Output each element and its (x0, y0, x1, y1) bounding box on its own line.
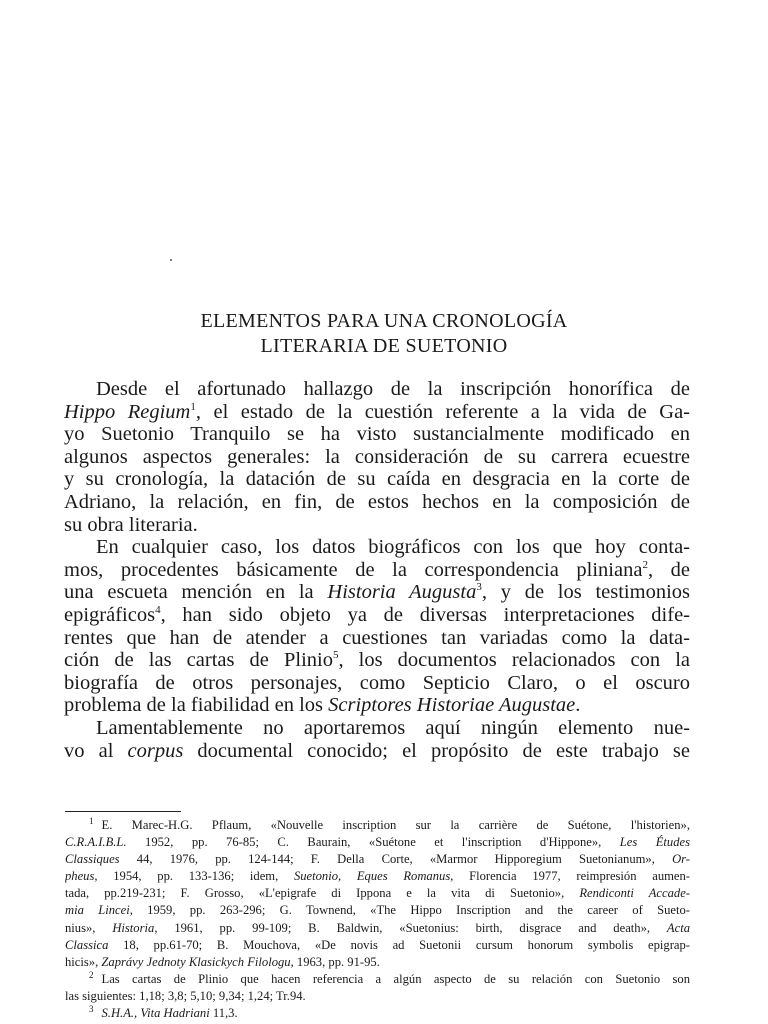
text-line (64, 672, 690, 695)
text-line (64, 604, 690, 627)
text-run: , 1959, pp. 263-296; G. Townend, «The Hippo Inscription and the career of Sueto- (129, 903, 690, 918)
footnote-ref: 2 (642, 558, 648, 571)
text-line (64, 378, 690, 401)
text-line (64, 423, 690, 446)
footnote-ref: 1 (190, 400, 196, 413)
text-run: Desde el afortunado hallazgo de la inscripción honorífica de (96, 378, 690, 400)
text-run: hicis», (65, 954, 102, 969)
text-line (65, 971, 690, 988)
italic-run: Acta (666, 920, 690, 935)
text-line (64, 717, 690, 740)
text-line (64, 559, 690, 582)
text-run: , los documentos relacionados con la (338, 649, 690, 672)
italic-run: C.R.A.I.B.L. (65, 835, 127, 850)
text-run: , 1963, pp. 91-95. (290, 954, 380, 969)
text-run: biografía de otros personajes, como Septicio Claro, o el oscuro (64, 671, 690, 694)
text-run: algunos aspectos generales: la consideración de su carrera ecuestre (64, 445, 690, 468)
text-line (65, 851, 690, 868)
text-run: . (575, 694, 581, 717)
text-run: documental conocido; el propósito de este trabajo se (183, 739, 690, 762)
title-line-1: ELEMENTOS PARA UNA CRONOLOGÍA (200, 310, 568, 332)
paragraph-3 (64, 717, 690, 762)
text-run: 11,3. (209, 1006, 238, 1021)
text-line (65, 920, 690, 937)
footnote-number: 3 (89, 1005, 94, 1015)
text-line (65, 885, 690, 902)
italic-run: Scriptores Historiae Augustae (328, 694, 576, 717)
text-line (65, 868, 690, 885)
text-run: 18, pp.61-70; B. Mouchova, «De novis ad Suetonii cursum honorum symbolis epigrap- (108, 937, 690, 952)
text-run: , el estado de la cuestión referente a la vida de Ga- (195, 400, 690, 423)
text-run: , y de los testimonios (481, 581, 690, 604)
footnotes (65, 817, 690, 1022)
footnote-ref: 4 (155, 603, 161, 616)
text-run: Adriano, la relación, en fin, de estos hechos en la composición de (64, 490, 690, 513)
text-run: , han sido objeto ya de diversas interpretaciones dife- (160, 603, 690, 626)
text-run: Las cartas de Plinio que hacen referencia a algún aspecto de su relación con Suetonio son (101, 971, 690, 986)
text-line (64, 446, 690, 469)
text-line (65, 988, 690, 1005)
text-run: E. Marec-H.G. Pflaum, «Nouvelle inscription sur la carrière de Suétone, l'historien», (101, 818, 690, 832)
text-line (64, 468, 690, 491)
text-line (64, 694, 690, 717)
italic-run: pheus (65, 869, 95, 884)
text-run: mos, procedentes básicamente de la correspondencia pliniana (64, 558, 643, 581)
italic-run: Historia Augusta (327, 581, 477, 604)
article-body (64, 378, 690, 762)
text-run: ción de las cartas de Plinio (64, 649, 333, 672)
footnote-number: 1 (89, 817, 94, 826)
footnote-3 (65, 1005, 690, 1022)
text-run: , Florencia 1977, reimpresión aumen- (450, 869, 690, 884)
footnote-2 (65, 971, 690, 1005)
footnote-ref: 3 (476, 581, 482, 594)
text-line (64, 491, 690, 514)
text-run: En cualquier caso, los datos biográficos con los que hoy conta- (96, 536, 690, 559)
text-line (64, 401, 690, 424)
text-line (65, 817, 690, 834)
footnote-rule (65, 811, 181, 812)
text-run: rentes que han de atender a cuestiones tan variadas como la data- (64, 626, 690, 649)
italic-run: Les Études (619, 835, 690, 850)
text-run: , 1961, pp. 99-109; B. Baldwin, «Suetonius: birth, disgrace and death», (154, 920, 667, 935)
text-line (64, 514, 690, 537)
italic-run: Hippo Regium (64, 400, 191, 423)
text-line (64, 536, 690, 559)
text-run: las siguientes: 1,18; 3,8; 5,10; 9,34; 1,24; Tr.94. (65, 988, 306, 1003)
text-line (65, 902, 690, 919)
text-line (64, 627, 690, 650)
text-run: yo Suetonio Tranquilo se ha visto sustancialmente modificado en (64, 423, 690, 446)
footnote-1 (65, 817, 690, 971)
text-run: , 1954, pp. 133-136; idem, (94, 869, 294, 884)
text-line (65, 954, 690, 971)
text-line (65, 937, 690, 954)
text-line (64, 581, 690, 604)
italic-run: Or- (672, 852, 690, 867)
italic-run: corpus (127, 739, 184, 762)
text-run: 1952, pp. 76-85; C. Baurain, «Suétone et l'inscription d'Hippone», (126, 835, 620, 850)
italic-run: mia Lincei (65, 903, 130, 918)
text-run: vo al (64, 739, 128, 762)
footnote-number: 2 (89, 970, 94, 980)
text-line (65, 1005, 690, 1022)
paragraph-1 (64, 378, 690, 536)
text-run: nius», (65, 920, 113, 935)
article-title (0, 309, 768, 359)
italic-run: Suetonio, Eques Romanus (293, 869, 451, 884)
text-run: epigráficos (64, 603, 156, 626)
text-run: y su cronología, la datación de su caída en desgracia en la corte de (64, 468, 690, 491)
scan-speck (170, 259, 172, 261)
italic-run: Historia (112, 920, 155, 935)
italic-run: Zaprávy Jednoty Klasickych Filologu (101, 954, 291, 969)
text-run: Lamentablemente no aportaremos aquí ningún elemento nue- (96, 716, 690, 739)
text-run: tada, pp.219-231; F. Grosso, «L'epigrafe di Ippona e la vita di Suetonio», (65, 886, 580, 901)
paragraph-2 (64, 536, 690, 717)
text-run: , de (647, 558, 690, 581)
text-line (65, 834, 690, 851)
italic-run: S.H.A., Vita Hadriani (101, 1006, 210, 1021)
title-line-2: LITERARIA DE SUETONIO (260, 335, 508, 357)
footnote-ref: 5 (332, 649, 339, 662)
text-line (64, 740, 690, 763)
text-line (64, 649, 690, 672)
italic-run: Classica (65, 937, 109, 952)
italic-run: Rendiconti Accade- (579, 886, 690, 901)
text-run: 44, 1976, pp. 124-144; F. Della Corte, «Marmor Hipporegium Suetonianum», (119, 852, 673, 867)
italic-run: Classiques (65, 852, 120, 867)
text-run: una escueta mención en la (64, 581, 328, 604)
text-run: su obra literaria. (64, 513, 198, 536)
text-run: problema de la fiabilidad en los (64, 694, 329, 717)
